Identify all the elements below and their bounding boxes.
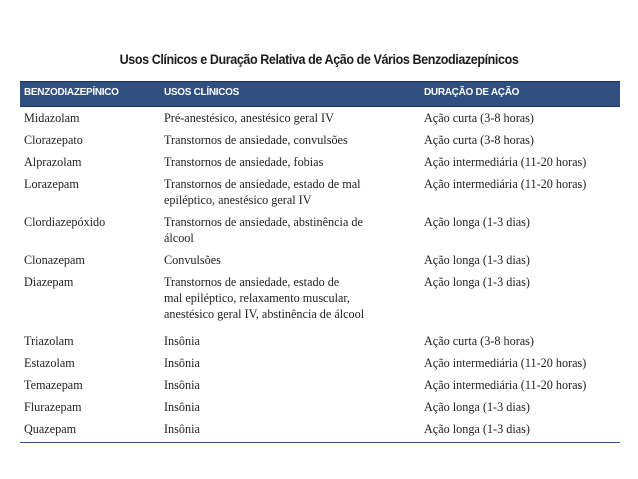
cell-uses — [164, 176, 361, 208]
table-row — [20, 175, 620, 213]
cell-uses — [164, 333, 200, 349]
cell-uses — [164, 399, 200, 415]
table-row — [20, 354, 620, 376]
cell-drug: Estazolam — [24, 356, 75, 370]
cell-duration: Ação intermediária (11-20 horas) — [424, 378, 587, 392]
cell-uses — [164, 355, 200, 371]
table-header — [20, 81, 620, 107]
cell-uses — [164, 377, 200, 393]
table-body — [20, 107, 620, 443]
cell-uses — [164, 421, 200, 437]
table-row — [20, 131, 620, 153]
cell-duration: Ação curta (3-8 horas) — [424, 133, 534, 147]
cell-drug: Temazepam — [24, 378, 83, 392]
cell-uses — [164, 132, 348, 148]
table-row — [20, 109, 620, 131]
table-row — [20, 420, 620, 442]
table-row — [20, 376, 620, 398]
cell-uses-line: Transtornos de ansiedade, convulsões — [164, 133, 348, 147]
cell-uses — [164, 154, 323, 170]
cell-uses-line: Transtornos de ansiedade, estado de — [164, 275, 340, 289]
cell-duration: Ação longa (1-3 dias) — [424, 215, 530, 229]
cell-uses-line: mal epiléptico, relaxamento muscular, — [164, 291, 350, 305]
cell-duration: Ação curta (3-8 horas) — [424, 111, 534, 125]
cell-drug: Midazolam — [24, 111, 80, 125]
cell-drug: Quazepam — [24, 422, 77, 436]
cell-duration: Ação longa (1-3 dias) — [424, 400, 530, 414]
cell-uses-line: álcool — [164, 231, 194, 245]
cell-uses-line: epiléptico, anestésico geral IV — [164, 193, 312, 207]
cell-duration: Ação longa (1-3 dias) — [424, 275, 530, 289]
cell-uses-line: anestésico geral IV, abstinência de álcool — [164, 307, 365, 321]
cell-uses-line: Transtornos de ansiedade, fobias — [164, 155, 324, 169]
cell-drug: Triazolam — [24, 334, 74, 348]
header-drug: BENZODIAZEPÍNICO — [24, 87, 119, 98]
cell-duration: Ação curta (3-8 horas) — [424, 334, 534, 348]
table-row — [20, 327, 620, 354]
cell-duration: Ação longa (1-3 dias) — [424, 422, 530, 436]
cell-uses-line: Insônia — [164, 378, 200, 392]
cell-uses-line: Insônia — [164, 356, 200, 370]
cell-drug: Clordiazepóxido — [24, 215, 106, 229]
cell-drug: Flurazepam — [24, 400, 82, 414]
cell-drug: Diazepam — [24, 275, 74, 289]
cell-uses-line: Pré-anestésico, anestésico geral IV — [164, 111, 334, 125]
cell-duration: Ação intermediária (11-20 horas) — [424, 177, 587, 191]
header-uses: USOS CLÍNICOS — [164, 87, 239, 98]
table-title: Usos Clínicos e Duração Relativa de Ação de Vários Benzodiazepínicos — [119, 52, 519, 67]
cell-uses-line: Transtornos de ansiedade, abstinência de — [164, 215, 363, 229]
cell-uses — [164, 214, 363, 246]
cell-uses-line: Convulsões — [164, 253, 221, 267]
table-row — [20, 153, 620, 175]
table-row — [20, 273, 620, 327]
header-duration: DURAÇÃO DE AÇÃO — [424, 87, 520, 98]
table-row — [20, 251, 620, 273]
benzodiazepine-table — [20, 81, 620, 443]
cell-drug: Lorazepam — [24, 177, 79, 191]
cell-uses-line: Insônia — [164, 422, 200, 436]
table-row — [20, 398, 620, 420]
table-row — [20, 213, 620, 251]
cell-drug: Clonazepam — [24, 253, 85, 267]
cell-uses — [164, 252, 221, 268]
cell-drug: Clorazepato — [24, 133, 83, 147]
cell-duration: Ação intermediária (11-20 horas) — [424, 356, 587, 370]
cell-duration: Ação intermediária (11-20 horas) — [424, 155, 587, 169]
cell-uses-line: Insônia — [164, 400, 200, 414]
cell-uses-line: Insônia — [164, 334, 200, 348]
cell-uses-line: Transtornos de ansiedade, estado de mal — [164, 177, 361, 191]
cell-drug: Alprazolam — [24, 155, 82, 169]
cell-duration: Ação longa (1-3 dias) — [424, 253, 530, 267]
cell-uses — [164, 274, 364, 322]
cell-uses — [164, 110, 334, 126]
